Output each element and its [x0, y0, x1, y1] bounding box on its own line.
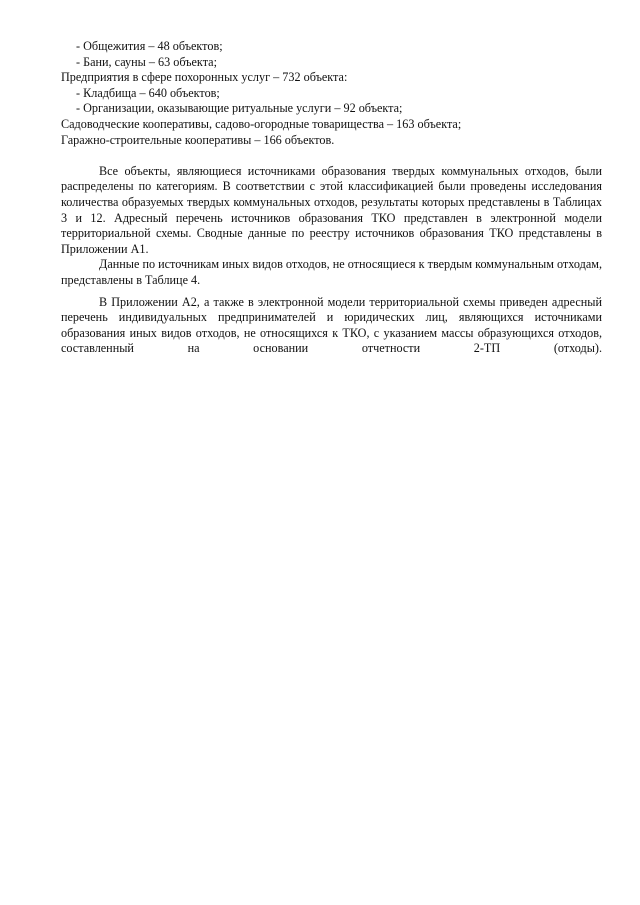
list-item-baths: - Бани, сауны – 63 объекта;	[76, 54, 217, 69]
paragraph-appendix-a2: В Приложении А2, а также в электронной модели территориальной схемы приведен адресный перечень индивидуальных предпринимателей и юридических лиц, являющихся источниками образования иных видов отходов, не относящихся к ТКО, с указанием массы образующихся отходов, составленный на основании отчетности 2-ТП (отходы).	[61, 294, 602, 356]
list-item-funeral-services: Предприятия в сфере похоронных услуг – 732 объекта:	[61, 70, 348, 85]
paragraph-categories: Все объекты, являющиеся источниками образования твердых коммунальных отходов, были распределены по категориям. В соответствии с этой классификацией были проведены исследования количества образуемых твердых коммунальных отходов, результаты которых представлены в Таблицах 3 и 12. Адресный перечень источников образования ТКО представлен в электронной модели территориальной схемы. Сводные данные по реестру источников образования ТКО представлены в Приложении А1.	[61, 163, 602, 256]
document-page	[61, 39, 602, 357]
spacer	[61, 148, 602, 164]
list-item-garden-cooperatives: Садоводческие кооперативы, садово-огородные товарищества – 163 объекта;	[61, 116, 462, 131]
list-item-cemeteries: - Кладбища – 640 объектов;	[76, 85, 220, 100]
paragraph-other-waste: Данные по источникам иных видов отходов, не относящиеся к твердым коммунальным отходам, представлены в Таблице 4.	[61, 257, 602, 287]
category-list	[61, 39, 602, 148]
list-item-ritual-organizations: - Организации, оказывающие ритуальные услуги – 92 объекта;	[76, 101, 403, 116]
list-item-garage-cooperatives: Гаражно-строительные кооперативы – 166 объектов.	[61, 132, 335, 147]
list-item-dormitories: - Общежития – 48 объектов;	[76, 39, 223, 53]
